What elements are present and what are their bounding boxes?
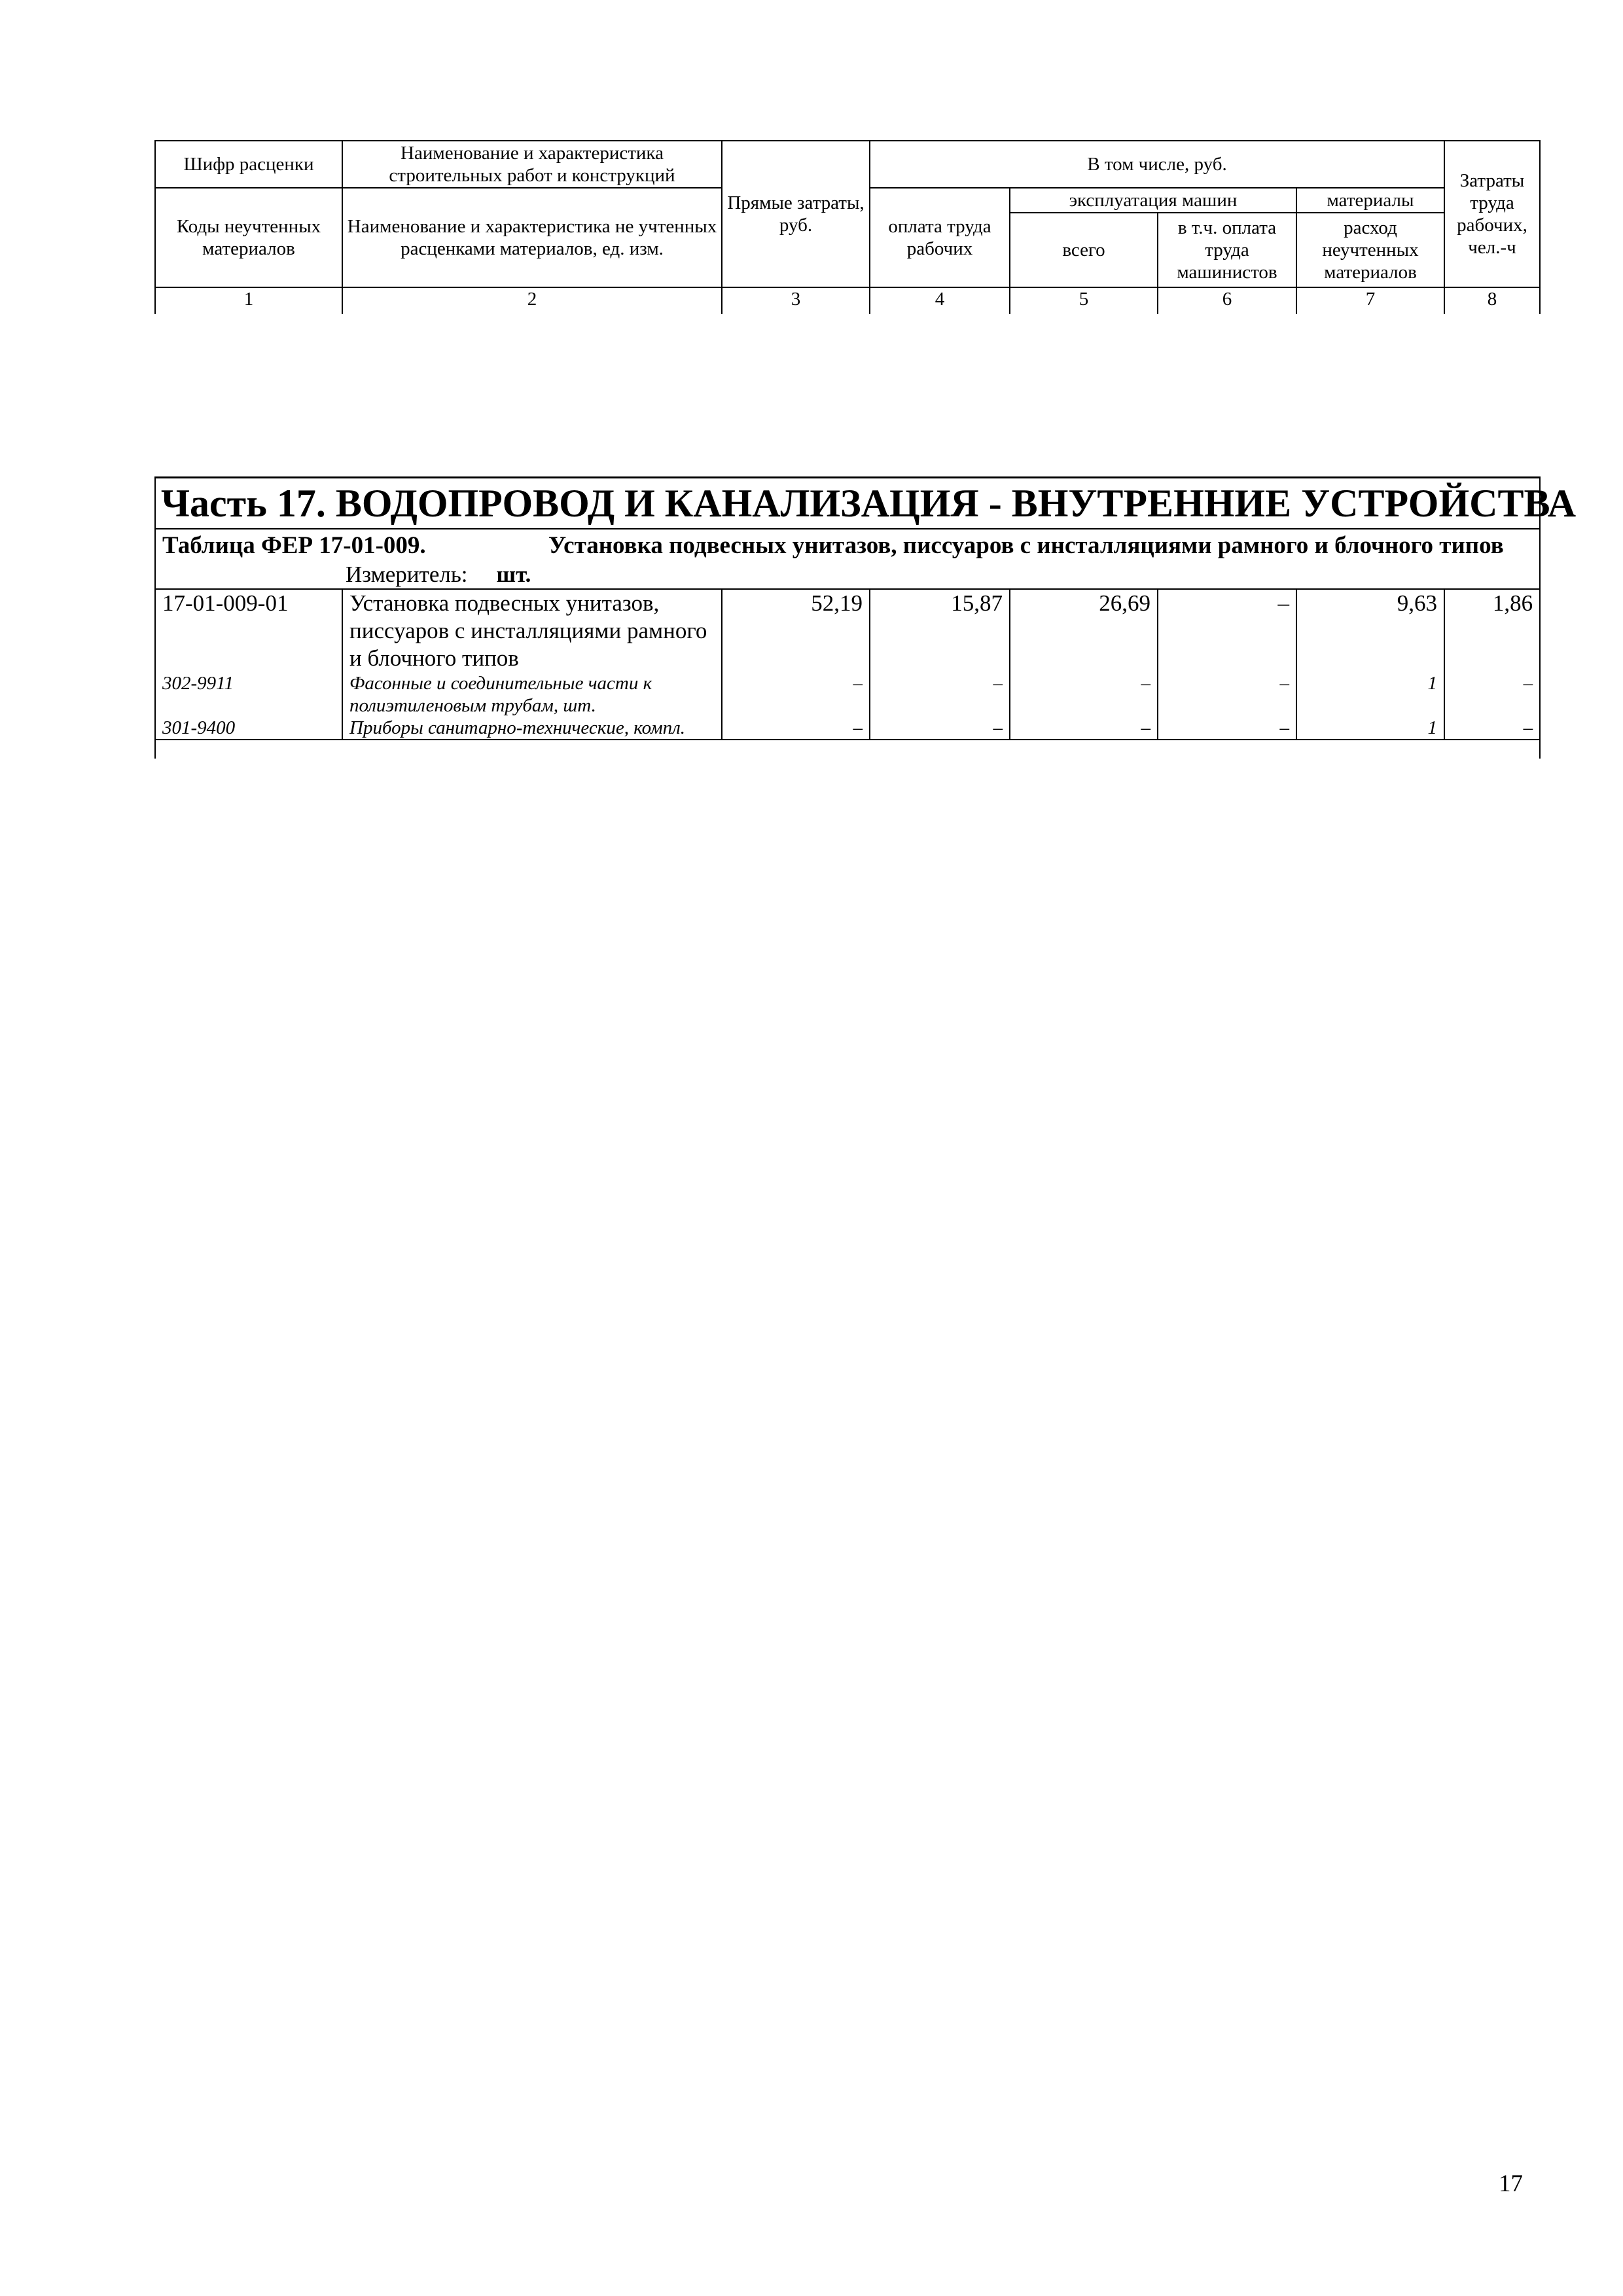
material-c7: 1: [1296, 717, 1444, 740]
material-name: Приборы санитарно-технические, компл.: [342, 717, 722, 740]
rate-machinists: –: [1158, 589, 1296, 672]
list-item: [155, 717, 1540, 740]
page-number: 17: [1499, 2170, 1523, 2197]
table-heading: [155, 529, 1540, 561]
part-title: Часть 17. ВОДОПРОВОД И КАНАЛИЗАЦИЯ - ВНУТРЕННИЕ УСТРОЙСТВА: [155, 478, 1540, 529]
rate-code: 17-01-009-01: [155, 589, 342, 672]
header-col3: Прямые затраты, руб.: [722, 141, 870, 287]
col-number-1: 1: [155, 287, 342, 314]
header-col1-top: Шифр расценки: [155, 141, 342, 188]
material-code: 301-9400: [155, 717, 342, 740]
table-code: Таблица ФЕР 17-01-009.: [162, 532, 426, 559]
material-c7: 1: [1296, 672, 1444, 717]
rates-table: [154, 476, 1577, 759]
material-c4: –: [870, 672, 1010, 717]
material-c8: –: [1444, 717, 1540, 740]
header-col8: Затраты труда рабочих, чел.-ч: [1444, 141, 1540, 287]
col-number-5: 5: [1010, 287, 1158, 314]
header-col2-top: Наименование и характеристика строительных работ и конструкций: [342, 141, 722, 188]
rate-hours: 1,86: [1444, 589, 1540, 672]
material-c3: –: [722, 672, 870, 717]
rate-name: Установка подвесных унитазов, писсуаров с инсталляциями рамного и блочного типов: [342, 589, 722, 672]
header-col4: оплата труда рабочих: [870, 188, 1010, 287]
header-col6: в т.ч. оплата труда машинистов: [1158, 213, 1296, 287]
header-col1-bottom: Коды неучтенных материалов: [155, 188, 342, 287]
header-table: [154, 140, 1541, 314]
material-c5: –: [1010, 672, 1158, 717]
material-c4: –: [870, 717, 1010, 740]
rate-materials: 9,63: [1296, 589, 1444, 672]
col-number-2: 2: [342, 287, 722, 314]
material-c3: –: [722, 717, 870, 740]
material-code: 302-9911: [155, 672, 342, 717]
header-col7: расход неучтенных материалов: [1296, 213, 1444, 287]
rate-direct: 52,19: [722, 589, 870, 672]
material-name: Фасонные и соединительные части к полиэтиленовым трубам, шт.: [342, 672, 722, 717]
col-number-4: 4: [870, 287, 1010, 314]
material-c6: –: [1158, 672, 1296, 717]
measure-row: [155, 561, 1540, 589]
measure-label: Измеритель:: [346, 562, 468, 587]
header-col5: всего: [1010, 213, 1158, 287]
header-col2-bottom: Наименование и характеристика не учтенных расценками материалов, ед. изм.: [342, 188, 722, 287]
col-number-3: 3: [722, 287, 870, 314]
col-number-7: 7: [1296, 287, 1444, 314]
list-item: [155, 672, 1540, 717]
material-c6: –: [1158, 717, 1296, 740]
rate-labor: 15,87: [870, 589, 1010, 672]
table-name: Установка подвесных унитазов, писсуаров с инсталляциями рамного и блочного типов: [548, 532, 1504, 559]
table-end-cell: [155, 740, 1540, 759]
material-c8: –: [1444, 672, 1540, 717]
table-end: [155, 740, 1540, 759]
header-materials: материалы: [1296, 188, 1444, 213]
col-number-8: 8: [1444, 287, 1540, 314]
table-row: [155, 589, 1540, 672]
header-machines: эксплуатация машин: [1010, 188, 1296, 213]
material-c5: –: [1010, 717, 1158, 740]
col-number-6: 6: [1158, 287, 1296, 314]
rate-machines: 26,69: [1010, 589, 1158, 672]
header-incl: В том числе, руб.: [870, 141, 1444, 188]
measure-value: шт.: [496, 562, 531, 587]
